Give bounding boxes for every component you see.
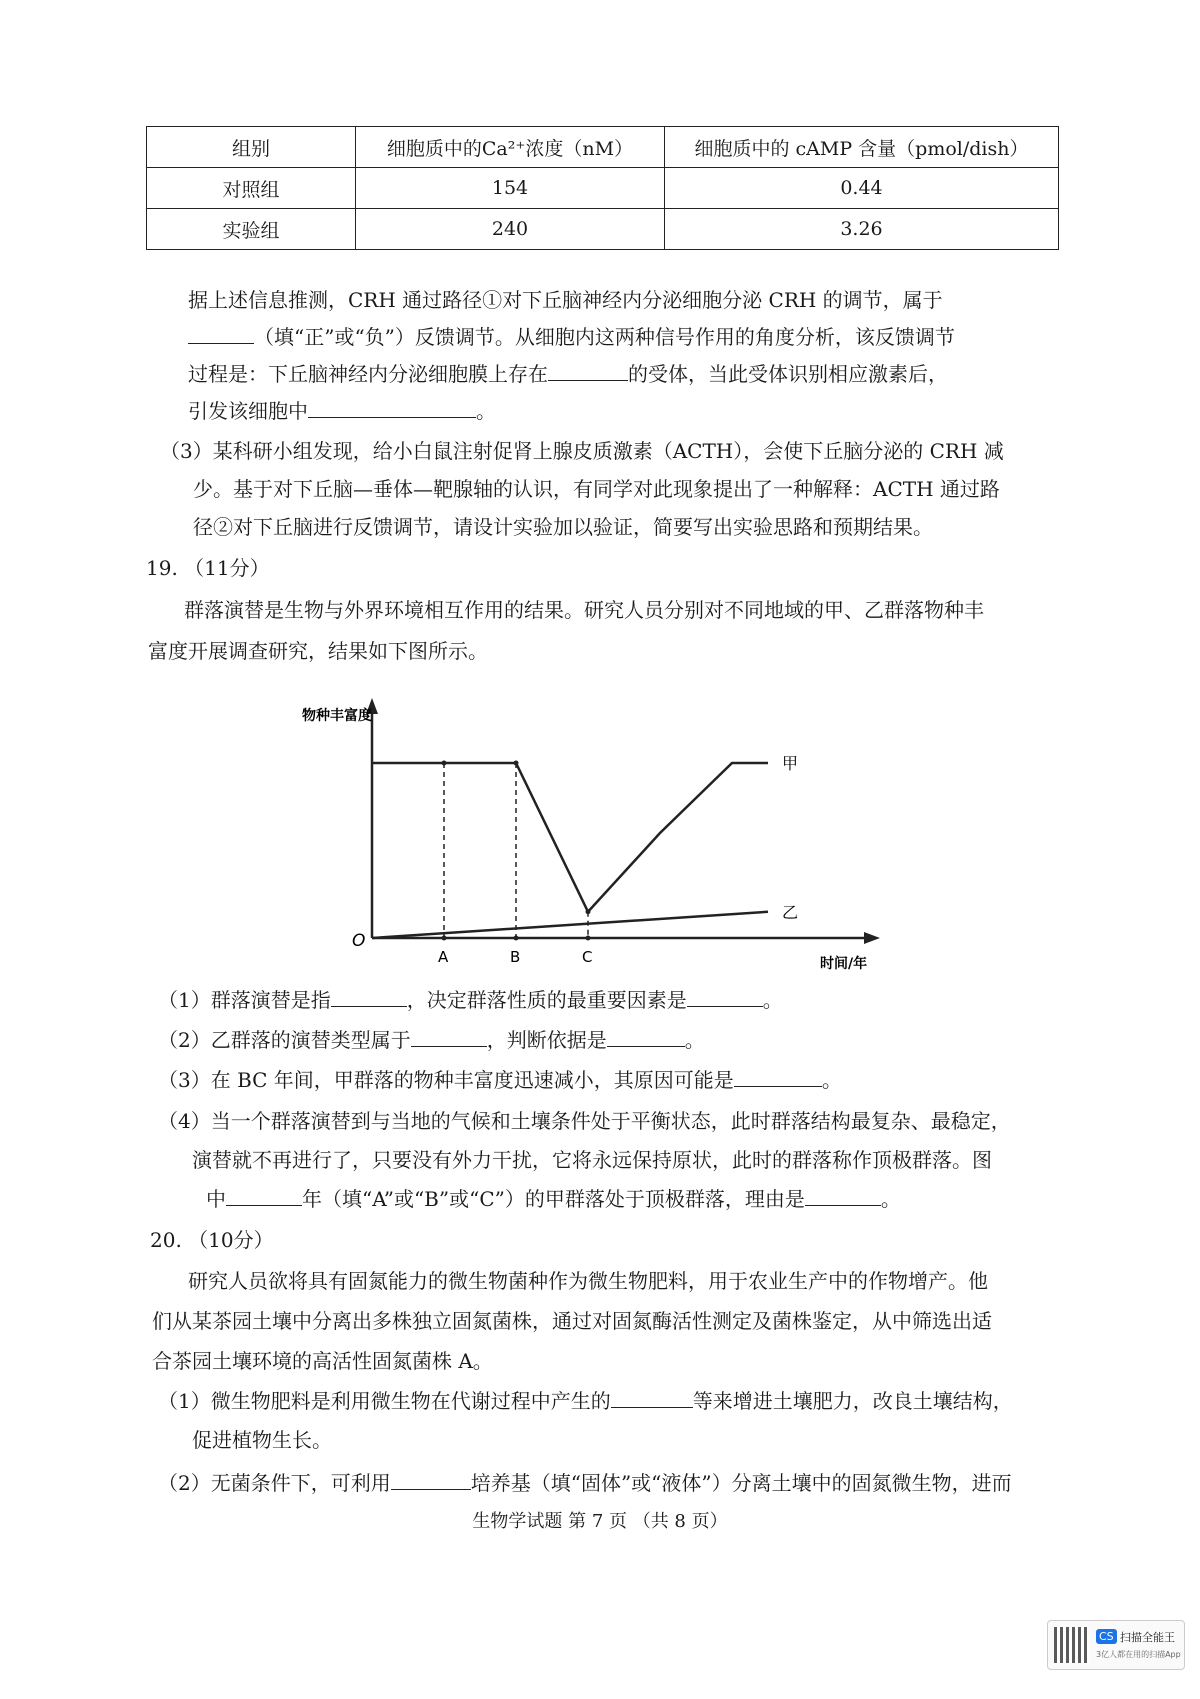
answer-blank[interactable]	[607, 1024, 685, 1047]
q19-text-part: 中	[206, 1187, 226, 1211]
q19-intro: 富度开展调查研究，结果如下图所示。	[148, 639, 488, 663]
table-cell: 0.44	[665, 168, 1059, 209]
q20-text-part: 培养基（填“固体”或“液体”）分离土壤中的固氮微生物，进而	[470, 1471, 1012, 1495]
answer-blank[interactable]	[687, 984, 763, 1007]
x-tick-point	[514, 936, 519, 941]
series-line-jia	[372, 763, 768, 912]
data-table	[146, 126, 1059, 250]
q18-text	[188, 319, 955, 355]
q18-sub3: （3）某科研小组发现，给小白鼠注射促肾上腺皮质激素（ACTH），会使下丘脑分泌的 CRH 减	[160, 439, 1004, 463]
table-header-row	[147, 127, 1059, 168]
q18-text-part: （填“正”或“负”）反馈调节。从细胞内这两种信号作用的角度分析，该反馈调节	[254, 325, 955, 349]
q19-text-part: 。	[821, 1068, 842, 1092]
series-line-yi	[372, 912, 768, 938]
scanner-app-name: 扫描全能王	[1120, 1631, 1175, 1644]
y-axis-label: 物种丰富度	[302, 708, 372, 724]
cs-logo: CS	[1096, 1629, 1117, 1644]
data-point	[586, 909, 591, 914]
answer-blank[interactable]	[411, 1024, 487, 1047]
table-cell: 实验组	[147, 209, 356, 250]
q19-text-part: 。	[684, 1028, 705, 1052]
q18-text	[188, 356, 948, 392]
q18-text	[188, 393, 496, 429]
q20-text-part: 等来增进土壤肥力，改良土壤结构，	[692, 1389, 1013, 1413]
data-point	[442, 761, 447, 766]
q20-intro: 合茶园土壤环境的高活性固氮菌株 A。	[152, 1349, 493, 1373]
q19-sub1	[158, 982, 783, 1018]
x-tick-label: A	[438, 948, 449, 966]
answer-blank[interactable]	[548, 358, 628, 381]
q20-sub1: 促进植物生长。	[192, 1428, 332, 1452]
answer-blank[interactable]	[188, 321, 254, 344]
answer-blank[interactable]	[734, 1064, 822, 1087]
table-header: 细胞质中的 cAMP 含量（pmol/dish）	[665, 127, 1059, 168]
q19-text-part: ，决定群落性质的最重要因素是	[406, 988, 687, 1012]
series-label: 甲	[782, 754, 799, 773]
richness-chart	[302, 690, 890, 972]
q19-text-part: 年（填“A”或“B”或“C”）的甲群落处于顶极群落，理由是	[302, 1187, 805, 1211]
q19-text-part: （3）在 BC 年间，甲群落的物种丰富度迅速减小，其原因可能是	[158, 1068, 734, 1092]
q18-sub3: 少。基于对下丘脑—垂体—靶腺轴的认识，有同学对此现象提出了一种解释：ACTH 通过路	[193, 477, 1000, 501]
table-cell: 3.26	[665, 209, 1059, 250]
chart-marks	[372, 754, 798, 966]
q19-text-part: 。	[880, 1187, 901, 1211]
qr-code-icon	[1054, 1627, 1090, 1663]
answer-blank[interactable]	[611, 1385, 693, 1408]
x-axis-label: 时间/年	[820, 956, 868, 972]
q18-text-part: 引发该细胞中	[188, 399, 308, 423]
q19-sub3	[158, 1062, 842, 1098]
q19-intro: 群落演替是生物与外界环境相互作用的结果。研究人员分别对不同地域的甲、乙群落物种丰	[184, 598, 984, 622]
q19-text-part: （1）群落演替是指	[158, 988, 331, 1012]
q20-sub2	[158, 1465, 1012, 1501]
q19-header: 19. （11分）	[146, 556, 270, 580]
answer-blank[interactable]	[391, 1467, 471, 1490]
x-tick-label: C	[582, 948, 593, 966]
table-cell: 154	[356, 168, 665, 209]
q19-sub4: 演替就不再进行了，只要没有外力干扰，它将永远保持原状，此时的群落称作顶极群落。图	[192, 1148, 992, 1172]
q20-header: 20. （10分）	[150, 1228, 274, 1252]
table-cell: 240	[356, 209, 665, 250]
answer-blank[interactable]	[226, 1183, 302, 1206]
q18-text-part: 。	[476, 399, 496, 423]
q20-sub1	[158, 1383, 1013, 1419]
q20-text-part: （1）微生物肥料是利用微生物在代谢过程中产生的	[158, 1389, 611, 1413]
q18-sub3: 径②对下丘脑进行反馈调节，请设计实验加以验证，简要写出实验思路和预期结果。	[193, 515, 933, 539]
x-tick-point	[442, 936, 447, 941]
q19-text-part: （2）乙群落的演替类型属于	[158, 1028, 411, 1052]
q19-text-part: 。	[762, 988, 783, 1012]
q19-text-part: ，判断依据是	[486, 1028, 607, 1052]
scanner-app-tagline: 3亿人都在用的扫描App	[1096, 1650, 1181, 1659]
q18-text-part: 的受体，当此受体识别相应激素后，	[628, 362, 948, 386]
table-header: 组别	[147, 127, 356, 168]
answer-blank[interactable]	[308, 395, 476, 418]
scanner-watermark	[1047, 1620, 1185, 1670]
table-cell: 对照组	[147, 168, 356, 209]
q19-sub4	[206, 1181, 901, 1217]
q20-intro: 们从某茶园土壤中分离出多株独立固氮菌株，通过对固氮酶活性测定及菌株鉴定，从中筛选出适	[152, 1309, 992, 1333]
table-header: 细胞质中的Ca²⁺浓度（nM）	[356, 127, 665, 168]
page-footer: 生物学试题 第 7 页 （共 8 页）	[472, 1511, 728, 1532]
data-point	[514, 761, 519, 766]
table-row	[147, 209, 1059, 250]
table-row	[147, 168, 1059, 209]
q19-sub4: （4）当一个群落演替到与当地的气候和土壤条件处于平衡状态，此时群落结构最复杂、最稳定，	[158, 1109, 1011, 1133]
x-tick-point	[586, 936, 591, 941]
origin-label: O	[352, 931, 366, 951]
answer-blank[interactable]	[331, 984, 407, 1007]
answer-blank[interactable]	[805, 1183, 881, 1206]
q18-text-part: 过程是：下丘脑神经内分泌细胞膜上存在	[188, 362, 548, 386]
q20-intro: 研究人员欲将具有固氮能力的微生物菌种作为微生物肥料，用于农业生产中的作物增产。他	[188, 1269, 988, 1293]
x-axis-arrow-icon	[864, 932, 880, 944]
x-tick-label: B	[510, 948, 521, 966]
q18-text: 据上述信息推测，CRH 通过路径①对下丘脑神经内分泌细胞分泌 CRH 的调节，属于	[188, 288, 943, 312]
q19-sub2	[158, 1022, 705, 1058]
series-label: 乙	[782, 902, 799, 922]
q20-text-part: （2）无菌条件下，可利用	[158, 1471, 391, 1495]
